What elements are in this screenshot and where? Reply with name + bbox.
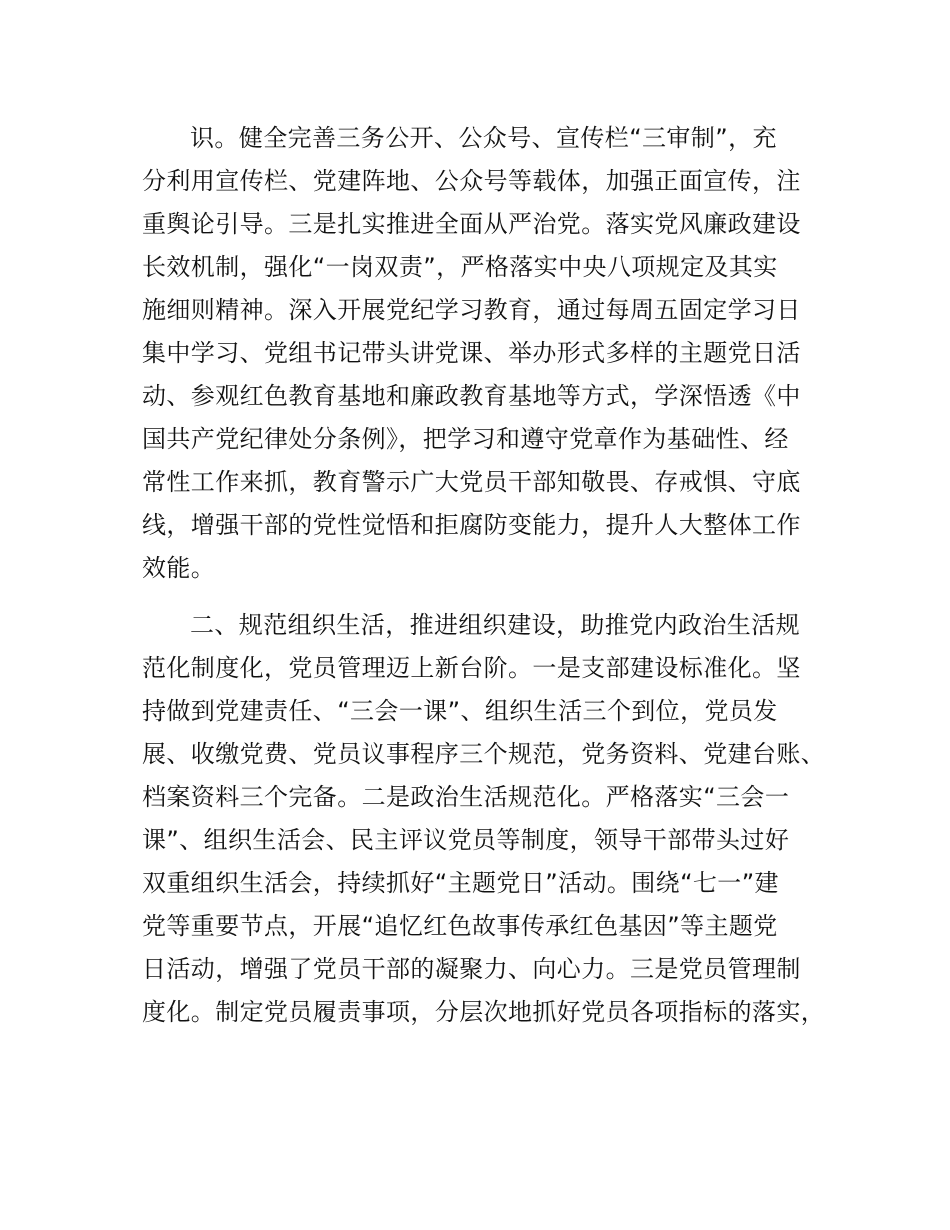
paragraph-1-line-3: 重舆论引导。三是扎实推进全面从严治党。落实党风廉政建设 bbox=[142, 210, 801, 238]
paragraph-2-line-4: 展、收缴党费、党员议事程序三个规范，党务资料、党建台账、 bbox=[142, 740, 826, 768]
paragraph-1-line-1: 识。健全完善三务公开、公众号、宣传栏“三审制”，充 bbox=[190, 124, 777, 152]
paragraph-2-line-2: 范化制度化，党员管理迈上新台阶。一是支部建设标准化。坚 bbox=[142, 654, 801, 682]
paragraph-2-line-6: 课”、组织生活会、民主评议党员等制度，领导干部带头过好 bbox=[142, 826, 790, 854]
paragraph-1-line-5: 施细则精神。深入开展党纪学习教育，通过每周五固定学习日 bbox=[142, 296, 801, 324]
paragraph-2-line-10: 度化。制定党员履责事项，分层次地抓好党员各项指标的落实， bbox=[142, 998, 826, 1026]
paragraph-2-line-7: 双重组织生活会，持续抓好“主题党日”活动。围绕“七一”建 bbox=[142, 869, 779, 897]
paragraph-1-line-6: 集中学习、党组书记带头讲党课、举办形式多样的主题党日活 bbox=[142, 339, 801, 367]
paragraph-1-line-10: 线，增强干部的党性觉悟和拒腐防变能力，提升人大整体工作 bbox=[142, 511, 801, 539]
paragraph-2-line-8: 党等重要节点，开展“追忆红色故事传承红色基因”等主题党 bbox=[142, 912, 778, 940]
paragraph-1-line-9: 常性工作来抓，教育警示广大党员干部知敬畏、存戒惧、守底 bbox=[142, 468, 801, 496]
paragraph-1-line-7: 动、参观红色教育基地和廉政教育基地等方式，学深悟透《中 bbox=[142, 382, 801, 410]
paragraph-2-line-1: 二、规范组织生活，推进组织建设，助推党内政治生活规 bbox=[190, 611, 800, 639]
paragraph-2-line-3: 持做到党建责任、“三会一课”、组织生活三个到位，党员发 bbox=[142, 697, 778, 725]
paragraph-1-line-2: 分利用宣传栏、党建阵地、公众号等载体，加强正面宣传，注 bbox=[142, 167, 801, 195]
paragraph-2-line-5: 档案资料三个完备。二是政治生活规范化。严格落实“三会一 bbox=[142, 783, 790, 811]
paragraph-2-line-9: 日活动，增强了党员干部的凝聚力、向心力。三是党员管理制 bbox=[142, 955, 801, 983]
paragraph-1-line-11: 效能。 bbox=[142, 554, 216, 582]
paragraph-1-line-8: 国共产党纪律处分条例》，把学习和遵守党章作为基础性、经 bbox=[142, 425, 789, 453]
paragraph-1-line-4: 长效机制，强化“一岗双责”，严格落实中央八项规定及其实 bbox=[142, 253, 778, 281]
